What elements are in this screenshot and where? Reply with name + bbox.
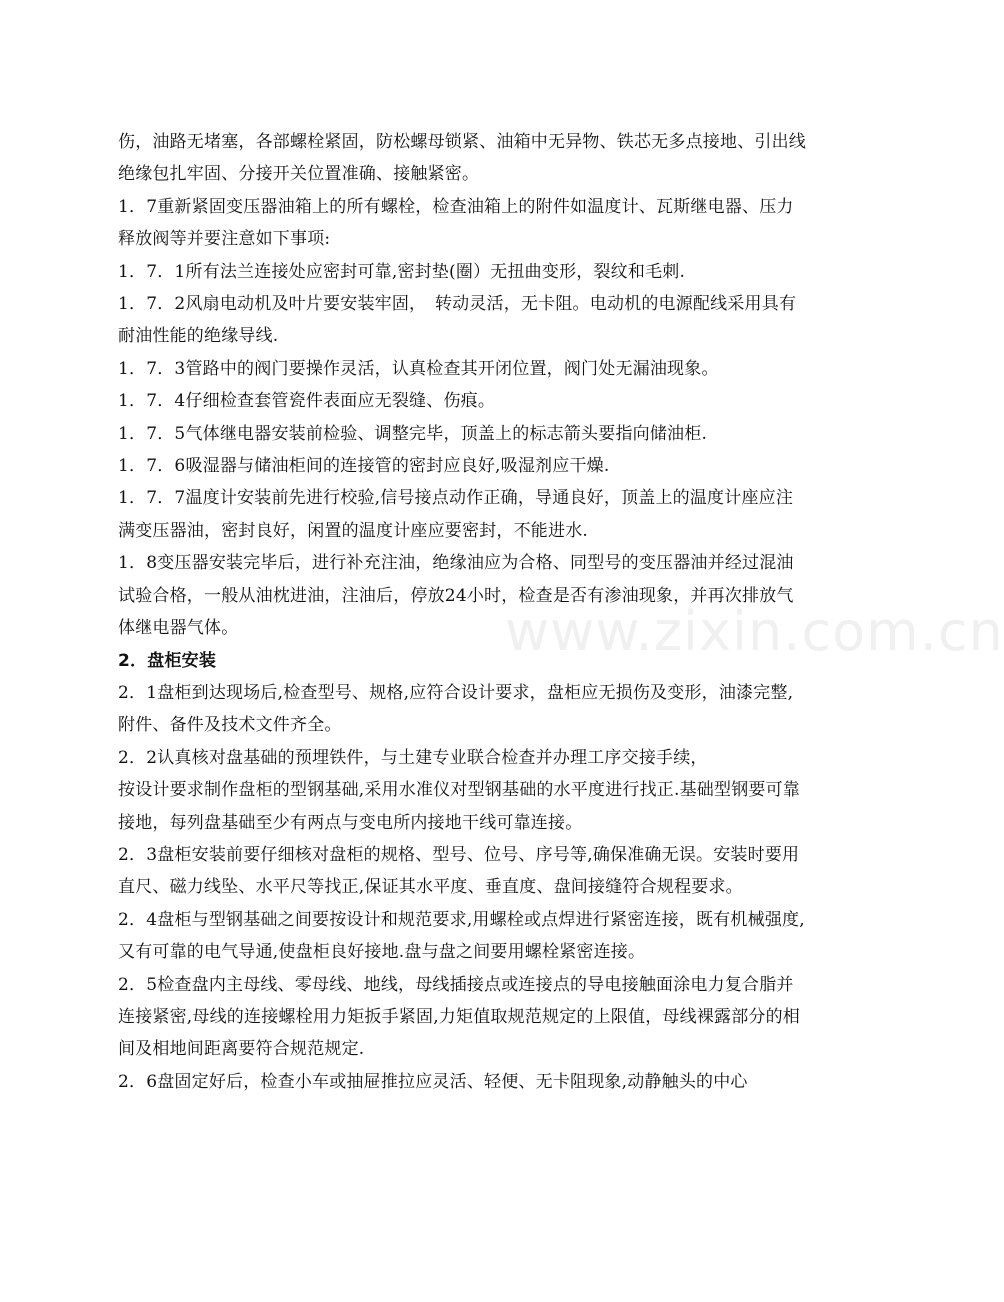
paragraph: 2．3盘柜安装前要仔细核对盘柜的规格、型号、位号、序号等,确保准确无误。安装时要用直尺、磁力线坠、水平尺等找正,保证其水平度、垂直度、盘间接缝符合规程要求。 xyxy=(118,844,800,898)
paragraph: 按设计要求制作盘柜的型钢基础,采用水准仪对型钢基础的水平度进行找正.基础型钢要可靠接地，每列盘基础至少有两点与变电所内接地干线可靠连接。 xyxy=(118,780,801,833)
paragraph: 2．5检查盘内主母线、零母线、地线，母线插接点或连接点的导电接触面涂电力复合脂并连接紧密,母线的连接螺栓用力矩扳手紧固,力矩值取规范规定的上限值，母线裸露部分的相间及相地间距离要符合规范规定. xyxy=(118,974,801,1060)
paragraph: 1．7．1所有法兰连接处应密封可靠,密封垫(圈）无扭曲变形，裂纹和毛刺. xyxy=(118,261,686,282)
paragraph: 伤，油路无堵塞，各部螺栓紧固，防松螺母锁紧、油箱中无异物、铁芯无多点接地、引出线绝缘包扎牢固、分接开关位置准确、接触紧密。 xyxy=(118,132,806,185)
paragraph: 1．7．6吸湿器与储油柜间的连接管的密封应良好,吸湿剂应干燥. xyxy=(118,456,610,477)
paragraph: 1．7．4仔细检查套管瓷件表面应无裂缝、伤痕。 xyxy=(118,391,496,412)
watermark: www.zixin.com.cn xyxy=(505,600,1004,663)
section-heading: 2．盘柜安装 xyxy=(118,650,217,671)
paragraph: 1．8变压器安装完毕后，进行补充注油，绝缘油应为合格、同型号的变压器油并经过混油试验合格，一般从油枕进油，注油后，停放24小时，检查是否有渗油现象，并再次排放气体继电器气体。 xyxy=(118,553,794,639)
document-body xyxy=(118,126,808,1098)
paragraph: 1．7．5气体继电器安装前检验、调整完毕，顶盖上的标志箭头要指向储油柜. xyxy=(118,423,708,444)
paragraph: 2．2认真核对盘基础的预埋铁件，与土建专业联合检查并办理工序交接手续， xyxy=(118,747,708,768)
paragraph: 2．6盘固定好后，检查小车或抽屉推拉应灵活、轻便、无卡阻现象,动静触头的中心 xyxy=(118,1071,748,1092)
paragraph: 1．7重新紧固变压器油箱上的所有螺栓，检查油箱上的附件如温度计、瓦斯继电器、压力释放阀等并要注意如下事项: xyxy=(118,196,794,250)
paragraph: 2．4盘柜与型钢基础之间要按设计和规范要求,用螺栓或点焊进行紧密连接，既有机械强度,又有可靠的电气导通,使盘柜良好接地.盘与盘之间要用螺栓紧密连接。 xyxy=(118,909,805,963)
paragraph: 1．7．2风扇电动机及叶片要安装牢固， 转动灵活，无卡阻。电动机的电源配线采用具有耐油性能的绝缘导线. xyxy=(118,294,797,347)
paragraph: 1．7．7温度计安装前先进行校验,信号接点动作正确，导通良好，顶盖上的温度计座应注满变压器油，密封良好，闲置的温度计座应要密封，不能进水. xyxy=(118,488,794,541)
paragraph: 1．7．3管路中的阀门要操作灵活，认真检查其开闭位置，阀门处无漏油现象。 xyxy=(118,358,719,379)
paragraph: 2．1盘柜到达现场后,检查型号、规格,应符合设计要求，盘柜应无损伤及变形，油漆完整,附件、备件及技术文件齐全。 xyxy=(118,682,794,736)
